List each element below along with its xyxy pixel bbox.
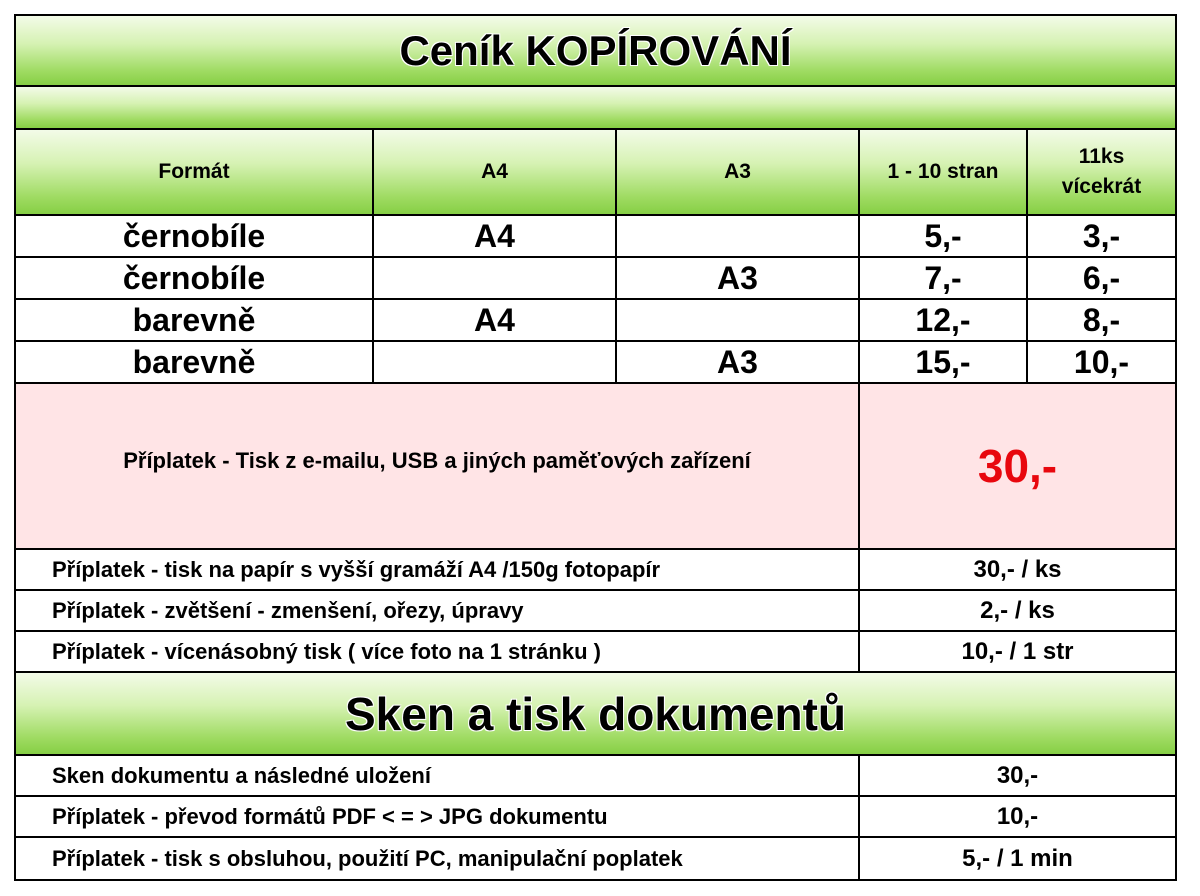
row-type: černobíle xyxy=(14,214,374,258)
scan-section-title: Sken a tisk dokumentů xyxy=(14,671,1177,756)
surcharge-media-price: 30,- xyxy=(858,382,1177,550)
extra-price: 2,- / ks xyxy=(858,589,1177,632)
row-a4 xyxy=(372,340,617,384)
row-price-11: 8,- xyxy=(1026,298,1177,342)
header-pages-1-10: 1 - 10 stran xyxy=(858,128,1028,216)
extra-label: Příplatek - tisk na papír s vyšší gramáží A4 /150g fotopapír xyxy=(14,548,860,591)
header-a3: A3 xyxy=(615,128,860,216)
extra-label: Příplatek - zvětšení - zmenšení, ořezy, úpravy xyxy=(14,589,860,632)
row-a3: A3 xyxy=(615,340,860,384)
row-type: barevně xyxy=(14,340,374,384)
scan-label: Příplatek - tisk s obsluhou, použití PC, manipulační poplatek xyxy=(14,836,860,881)
header-pages-11 xyxy=(1026,128,1177,216)
spacer-band xyxy=(14,85,1177,130)
extra-label: Příplatek - vícenásobný tisk ( více foto na 1 stránku ) xyxy=(14,630,860,673)
row-a3 xyxy=(615,298,860,342)
scan-price: 5,- / 1 min xyxy=(858,836,1177,881)
header-a4: A4 xyxy=(372,128,617,216)
row-a3: A3 xyxy=(615,256,860,300)
row-type: barevně xyxy=(14,298,374,342)
row-price-1-10: 7,- xyxy=(858,256,1028,300)
scan-price: 30,- xyxy=(858,754,1177,797)
extra-price: 10,- / 1 str xyxy=(858,630,1177,673)
header-pages-11-line1: 11ks xyxy=(1078,145,1125,168)
page-title: Ceník KOPÍROVÁNÍ xyxy=(14,14,1177,87)
row-price-11: 6,- xyxy=(1026,256,1177,300)
row-type: černobíle xyxy=(14,256,374,300)
row-price-11: 3,- xyxy=(1026,214,1177,258)
row-a3 xyxy=(615,214,860,258)
scan-price: 10,- xyxy=(858,795,1177,838)
row-price-1-10: 15,- xyxy=(858,340,1028,384)
header-format: Formát xyxy=(14,128,374,216)
scan-label: Příplatek - převod formátů PDF < = > JPG dokumentu xyxy=(14,795,860,838)
row-a4: A4 xyxy=(372,298,617,342)
row-a4: A4 xyxy=(372,214,617,258)
extra-price: 30,- / ks xyxy=(858,548,1177,591)
row-price-1-10: 12,- xyxy=(858,298,1028,342)
surcharge-media-label: Příplatek - Tisk z e-mailu, USB a jiných paměťových zařízení xyxy=(14,382,860,550)
scan-label: Sken dokumentu a následné uložení xyxy=(14,754,860,797)
header-pages-11-line2: vícekrát xyxy=(1061,175,1142,198)
row-price-11: 10,- xyxy=(1026,340,1177,384)
row-price-1-10: 5,- xyxy=(858,214,1028,258)
price-list-sheet xyxy=(14,14,1177,881)
row-a4 xyxy=(372,256,617,300)
